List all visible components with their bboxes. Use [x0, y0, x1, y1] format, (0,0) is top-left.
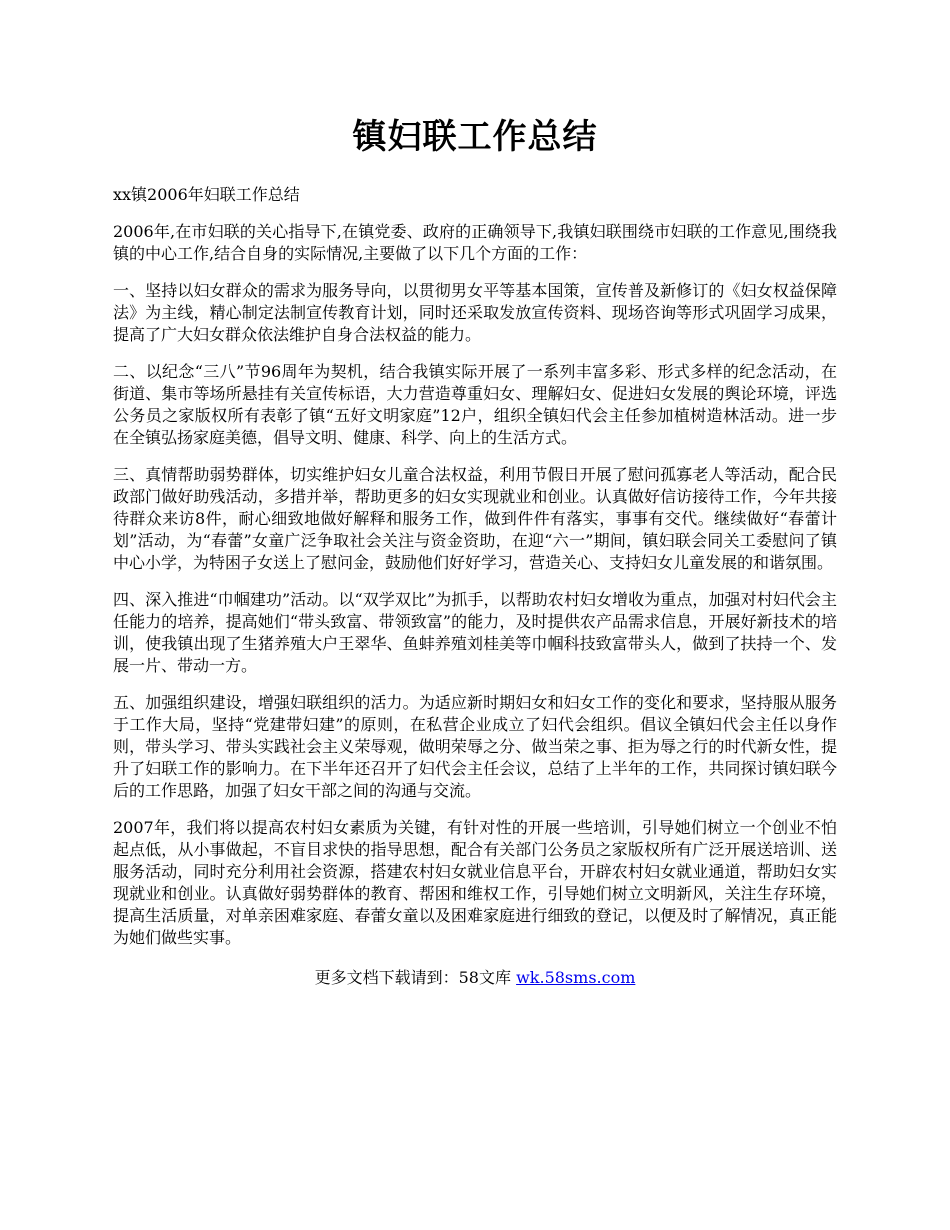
paragraph-section-1: 一、坚持以妇女群众的需求为服务导向，以贯彻男女平等基本国策，宣传普及新修订的《妇女权益保障法》为主线，精心制定法制宣传教育计划，同时还采取发放宣传资料、现场咨询等形式巩固学习成果，提高了广大妇女群众依法维护自身合法权益的能力。 — [113, 281, 837, 344]
document-title: 镇妇联工作总结 — [352, 117, 598, 157]
paragraph-section-2: 二、以纪念“三八”节96周年为契机，结合我镇实际开展了一系列丰富多彩、形式多样的纪念活动，在街道、集市等场所悬挂有关宣传标语，大力营造尊重妇女、理解妇女、促进妇女发展的舆论环境，评选公务员之家版权所有表彰了镇“五好文明家庭”12户，组织全镇妇代会主任参加植树造林活动。进一步在全镇弘扬家庭美德，倡导文明、健康、科学、向上的生活方式。 — [113, 362, 837, 447]
paragraph-plan-2007: 2007年，我们将以提高农村妇女素质为关键，有针对性的开展一些培训，引导她们树立一个创业不怕起点低，从小事做起，不盲目求快的指导思想，配合有关部门公务员之家版权所有广泛开展送培训、送服务活动，同时充分利用社会资源，搭建农村妇女就业信息平台，开辟农村妇女就业通道，帮助妇女实现就业和创业。认真做好弱势群体的教育、帮困和维权工作，引导她们树立文明新风，关注生存环境，提高生活质量，对单亲困难家庭、春蕾女童以及困难家庭进行细致的登记，以便及时了解情况，真正能为她们做些实事。 — [113, 818, 837, 947]
download-footer — [113, 967, 837, 989]
footer-text: 更多文档下载请到：58文库 — [314, 968, 511, 987]
paragraph-intro: 2006年,在市妇联的关心指导下,在镇党委、政府的正确领导下,我镇妇联围绕市妇联的工作意见,围绕我镇的中心工作,结合自身的实际情况,主要做了以下几个方面的工作： — [113, 222, 837, 263]
paragraph-section-5: 五、加强组织建设，增强妇联组织的活力。为适应新时期妇女和妇女工作的变化和要求，坚持服从服务于工作大局，坚持“党建带妇建”的原则，在私营企业成立了妇代会组织。倡议全镇妇代会主任以身作则，带头学习、带头实践社会主义荣辱观，做明荣辱之分、做当荣之事、拒为辱之行的时代新女性，提升了妇联工作的影响力。在下半年还召开了妇代会主任会议，总结了上半年的工作，共同探讨镇妇联今后的工作思路，加强了妇女干部之间的沟通与交流。 — [113, 693, 837, 800]
paragraph-section-3: 三、真情帮助弱势群体，切实维护妇女儿童合法权益，利用节假日开展了慰问孤寡老人等活动，配合民政部门做好助残活动，多措并举，帮助更多的妇女实现就业和创业。认真做好信访接待工作，今年共接待群众来访8件，耐心细致地做好解释和服务工作，做到件件有落实，事事有交代。继续做好“春蕾计划”活动，为“春蕾”女童广泛争取社会关注与资金资助，在迎“六一”期间，镇妇联会同关工委慰问了镇中心小学，为特困子女送上了慰问金，鼓励他们好好学习，营造关心、支持妇女儿童发展的和谐氛围。 — [113, 465, 837, 572]
paragraph-section-4: 四、深入推进“巾帼建功”活动。以“双学双比”为抓手，以帮助农村妇女增收为重点，加强对村妇代会主任能力的培养，提高她们“带头致富、带领致富”的能力，及时提供农产品需求信息，开展好新技术的培训，使我镇出现了生猪养殖大户王翠华、鱼蚌养殖刘桂美等巾帼科技致富带头人，做到了扶持一个、发展一片、带动一方。 — [113, 590, 837, 675]
footer-link[interactable]: wk.58sms.com — [516, 968, 636, 987]
document-subtitle: xx镇2006年妇联工作总结 — [113, 185, 300, 204]
